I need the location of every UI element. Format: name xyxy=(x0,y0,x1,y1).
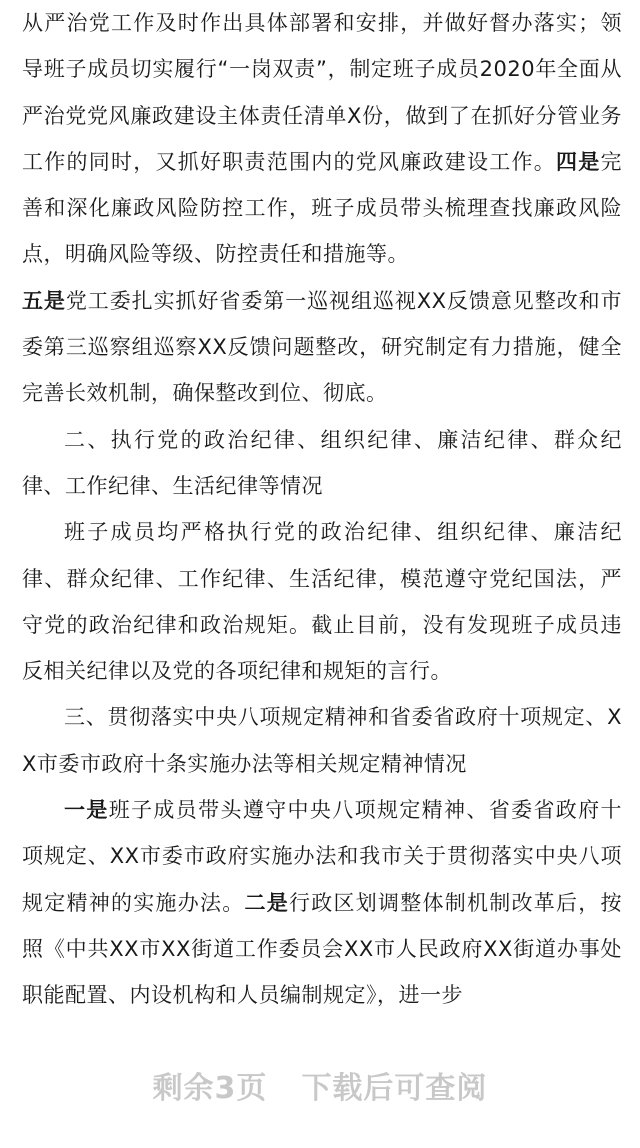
remaining-pages-label: 剩余3页 xyxy=(152,1071,268,1106)
paragraph-text: 行政区划调整体制机制改革后，按照《中共XX市XX街道工作委员会XX市人民政府XX街道办事处职能配置、内设机构和人员编制规定》，进一步 xyxy=(22,890,622,1008)
section-heading-3: 三、贯彻落实中央八项规定精神和省委省政府十项规定、XX市委市政府十条实施办法等相关规定精神情况 xyxy=(22,705,622,776)
paragraph-text: 从严治党工作及时作出具体部署和安排，并做好督办落实；领导班子成员切实履行“一岗双责”，制定班子成员2020年全面从严治党党风廉政建设主体责任清单X份，做到了在抓好分管业务工作的同时，又抓好职责范围内的党风廉政建设工作。 xyxy=(22,11,622,174)
download-to-view-label: 下载后可查阅 xyxy=(301,1071,488,1106)
document-body xyxy=(22,0,622,1019)
paragraph-supervision xyxy=(22,0,622,417)
paragraph-text: 党工委扎实抓好省委第一巡视组巡视XX反馈意见整改和市委第三巡察组巡察XX反馈问题整改，研究制定有力措施，健全完善长效机制，确保整改到位、彻底。 xyxy=(22,288,623,406)
download-prompt[interactable] xyxy=(0,1063,640,1107)
paragraph-regulations xyxy=(22,787,622,1018)
paragraph-lead-1: 一是 xyxy=(64,798,109,823)
paragraph-lead-5: 五是 xyxy=(22,288,66,313)
paragraph-lead-2: 二是 xyxy=(244,890,289,915)
paragraph-lead-4: 四是 xyxy=(556,149,601,174)
paragraph-discipline: 班子成员均严格执行党的政治纪律、组织纪律、廉洁纪律、群众纪律、工作纪律、生活纪律，模范遵守党纪国法，严守党的政治纪律和政治规矩。截止目前，没有发现班子成员违反相关纪律以及党的各项纪律和规矩的言行。 xyxy=(22,520,622,684)
section-heading-2: 二、执行党的政治纪律、组织纪律、廉洁纪律、群众纪律、工作纪律、生活纪律等情况 xyxy=(22,427,622,498)
paragraph-text: 班子成员带头遵守中央八项规定精神、省委省政府十项规定、XX市委市政府实施办法和我市关于贯彻落实中央八项规定精神的实施办法。 xyxy=(22,798,623,915)
paragraph-text: 完善和深化廉政风险防控工作，班子成员带头梳理查找廉政风险点，明确风险等级、防控责任和措施等。 xyxy=(22,149,622,267)
